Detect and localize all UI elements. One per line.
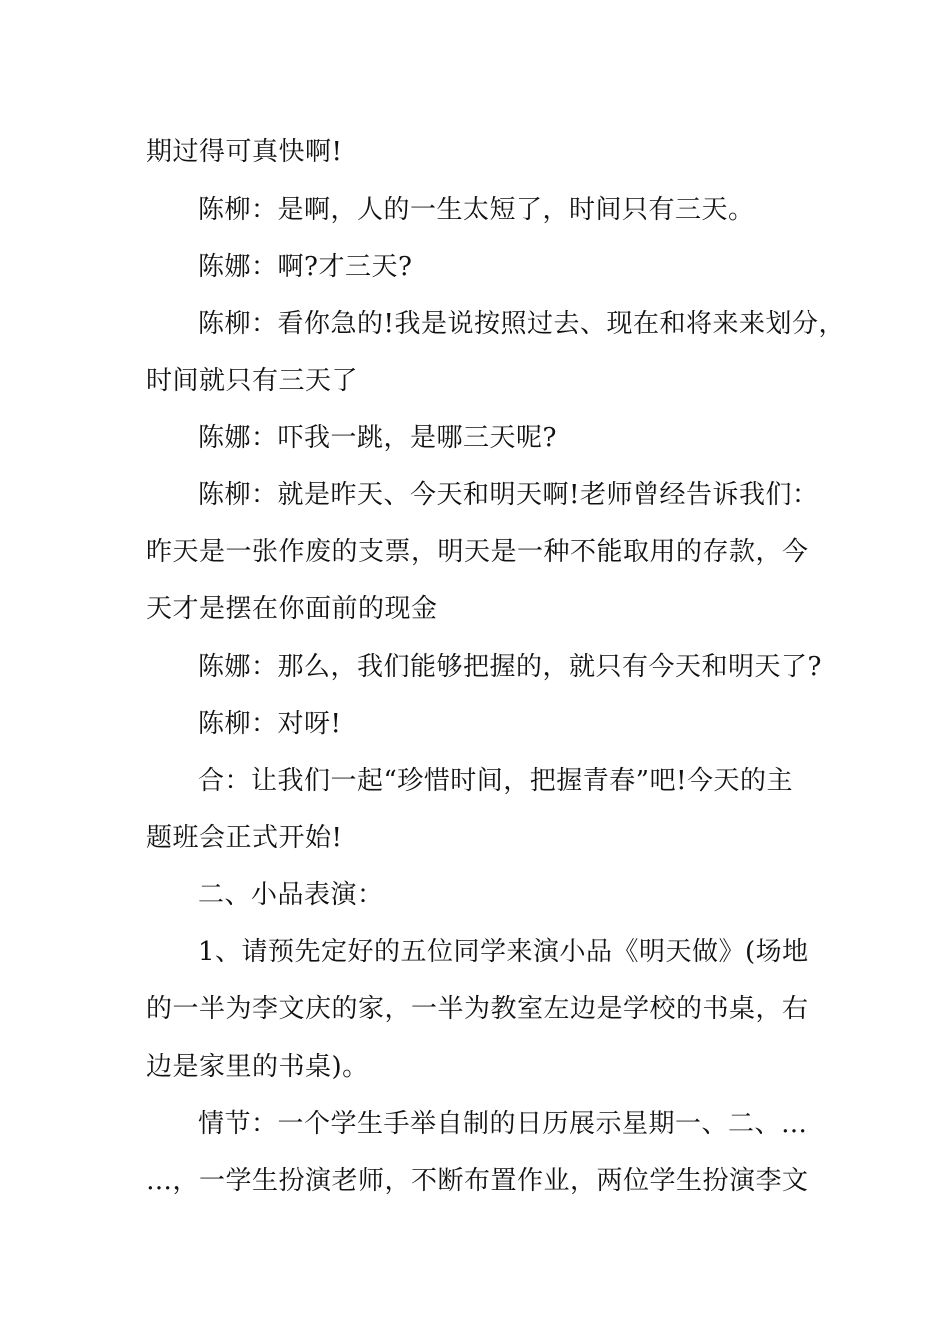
dialogue-line: 陈柳：对呀! [198,709,342,739]
text-line: 题班会正式开始! [146,823,343,853]
text-line: 天才是摆在你面前的现金 [146,594,438,624]
paragraph-line: 情节：一个学生手举自制的日历展示星期一、二、… [198,1109,808,1139]
dialogue-line: 陈娜：啊?才三天? [198,252,413,282]
text-line: 昨天是一张作废的支票，明天是一种不能取用的存款，今 [146,537,809,567]
dialogue-line: 陈娜：吓我一跳，是哪三天呢? [198,423,557,453]
text-line: 期过得可真快啊! [146,137,343,167]
list-item: 1、请预先定好的五位同学来演小品《明天做》(场地 [198,937,809,967]
text-line: …，一学生扮演老师，不断布置作业，两位学生扮演李文 [146,1166,809,1196]
dialogue-line: 陈柳：看你急的!我是说按照过去、现在和将来来划分， [198,309,845,339]
text-line: 边是家里的书桌)。 [146,1052,369,1082]
dialogue-line: 陈柳：是啊，人的一生太短了，时间只有三天。 [198,195,755,225]
text-line: 的一半为李文庆的家，一半为教室左边是学校的书桌，右 [146,994,809,1024]
text-line: 时间就只有三天了 [146,366,359,396]
dialogue-line: 合：让我们一起“珍惜时间，把握青春”吧!今天的主 [198,766,794,796]
dialogue-line: 陈柳：就是昨天、今天和明天啊!老师曾经告诉我们： [198,480,819,510]
dialogue-line: 陈娜：那么，我们能够把握的，就只有今天和明天了? [198,652,822,682]
section-heading: 二、小品表演： [198,880,384,910]
